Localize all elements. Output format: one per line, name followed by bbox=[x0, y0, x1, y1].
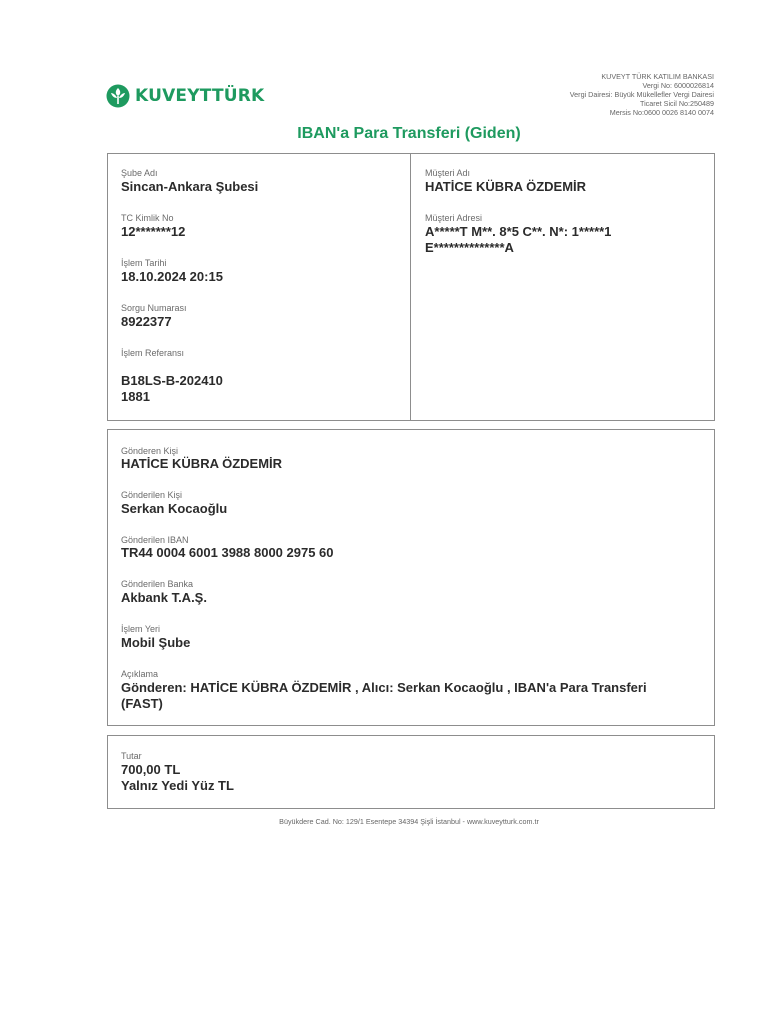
amount-in-words: Yalnız Yedi Yüz TL bbox=[121, 778, 234, 793]
iban-label: Gönderilen IBAN bbox=[121, 535, 189, 545]
query-number-value: 8922377 bbox=[121, 314, 172, 329]
customer-name-value: HATİCE KÜBRA ÖZDEMİR bbox=[425, 179, 587, 194]
bank-info bbox=[570, 72, 714, 117]
branch-value: Sincan-Ankara Şubesi bbox=[121, 179, 259, 194]
bank-logo bbox=[106, 84, 264, 108]
tax-number: Vergi No: 6000026814 bbox=[642, 81, 714, 90]
iban-value: TR44 0004 6001 3988 8000 2975 60 bbox=[121, 545, 334, 560]
channel-label: İşlem Yeri bbox=[121, 624, 161, 634]
description-line1: Gönderen: HATİCE KÜBRA ÖZDEMİR , Alıcı: Serkan Kocaoğlu , IBAN'a Para Transferi bbox=[121, 680, 647, 695]
date-label: İşlem Tarihi bbox=[121, 258, 167, 268]
customer-address-line1: A*****T M**. 8*5 C**. N*: 1*****1 bbox=[425, 224, 612, 239]
query-number-label: Sorgu Numarası bbox=[121, 303, 187, 313]
customer-name-label: Müşteri Adı bbox=[425, 168, 471, 178]
tc-value: 12*******12 bbox=[121, 224, 186, 239]
date-value: 18.10.2024 20:15 bbox=[121, 269, 223, 284]
description-line2: (FAST) bbox=[121, 696, 163, 711]
footer-address: Büyükdere Cad. No: 129/1 Esentepe 34394 Şişli İstanbul - www.kuveytturk.com.tr bbox=[279, 817, 539, 826]
reference-value-line1: B18LS-B-202410 bbox=[121, 373, 223, 388]
trade-registry: Ticaret Sicil No:250489 bbox=[639, 99, 714, 108]
amount-label: Tutar bbox=[121, 751, 142, 761]
mersis-number: Mersis No:0600 0026 8140 0074 bbox=[609, 108, 714, 117]
channel-value: Mobil Şube bbox=[121, 635, 191, 650]
bank-value: Akbank T.A.Ş. bbox=[121, 590, 207, 605]
page-title: IBAN'a Para Transferi (Giden) bbox=[297, 125, 521, 142]
customer-address-line2: E**************A bbox=[425, 240, 514, 255]
tc-label: TC Kimlik No bbox=[121, 213, 174, 223]
sender-label: Gönderen Kişi bbox=[121, 446, 179, 456]
recipient-value: Serkan Kocaoğlu bbox=[121, 501, 228, 516]
customer-info-divider bbox=[410, 153, 411, 421]
reference-value-line2: 1881 bbox=[121, 389, 150, 404]
amount-box bbox=[107, 735, 715, 809]
reference-label: İşlem Referansı bbox=[121, 348, 185, 358]
customer-address-label: Müşteri Adresi bbox=[425, 213, 483, 223]
description-label: Açıklama bbox=[121, 669, 159, 679]
bank-name: KUVEYT TÜRK KATILIM BANKASI bbox=[601, 72, 714, 81]
tulip-logo-icon bbox=[106, 84, 130, 108]
recipient-label: Gönderilen Kişi bbox=[121, 490, 183, 500]
amount-value: 700,00 TL bbox=[121, 762, 181, 777]
branch-label: Şube Adı bbox=[121, 168, 158, 178]
logo-wordmark: KUVEYTTÜRK bbox=[135, 85, 265, 106]
sender-value: HATİCE KÜBRA ÖZDEMİR bbox=[121, 456, 283, 471]
bank-label: Gönderilen Banka bbox=[121, 579, 194, 589]
tax-office: Vergi Dairesi: Büyük Mükellefler Vergi Dairesi bbox=[569, 90, 714, 99]
